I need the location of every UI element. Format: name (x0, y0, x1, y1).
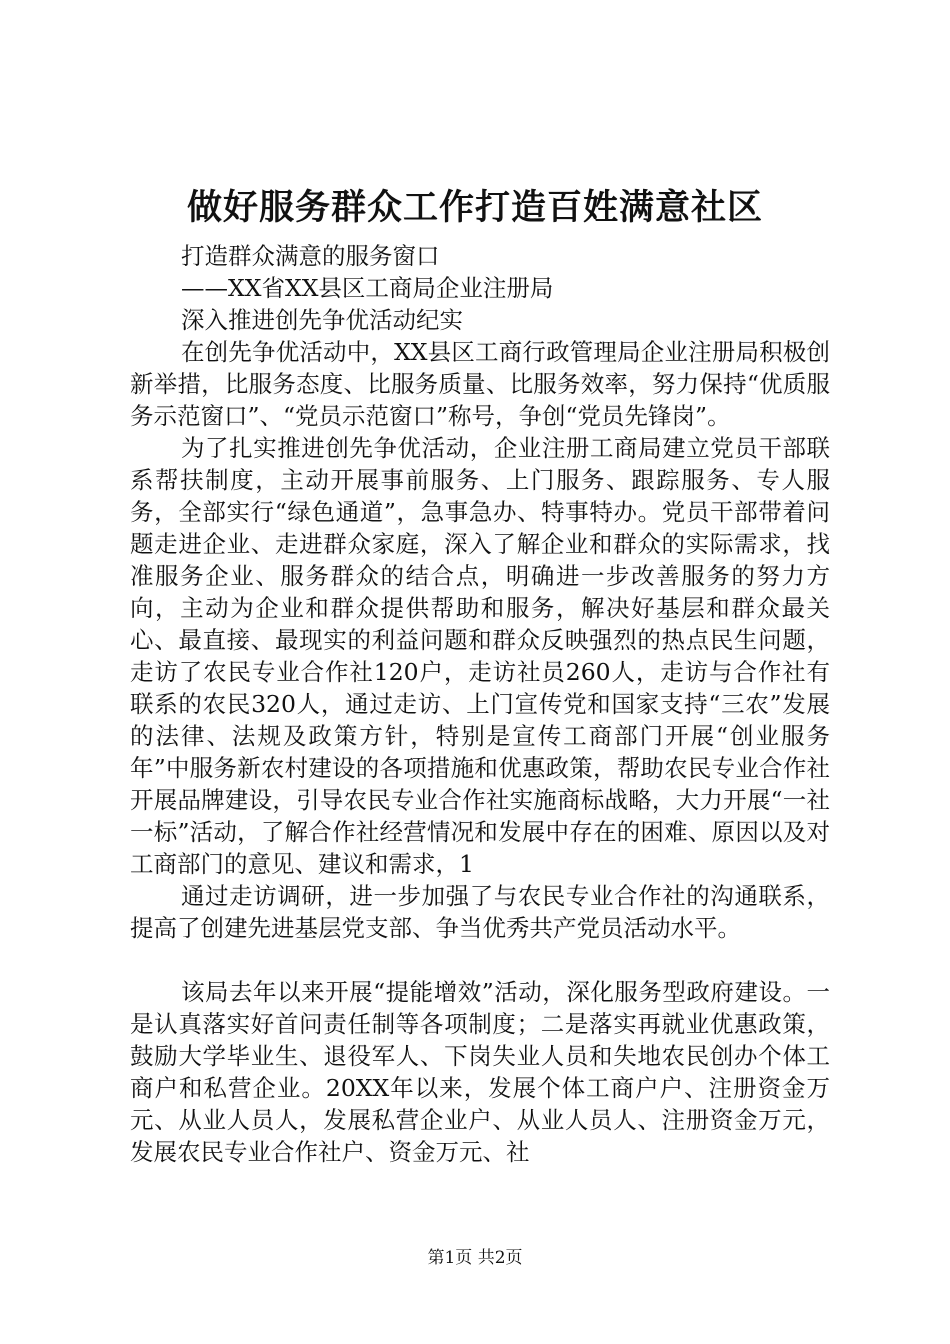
subtitle-line: 打造群众满意的服务窗口 (181, 242, 440, 270)
subtitle-line: 深入推进创先争优活动纪实 (181, 306, 463, 334)
body-paragraph: 通过走访调研，进一步加强了与农民专业合作社的沟通联系，提高了创建先进基层党支部、争当优秀共产党员活动水平。 (130, 882, 830, 942)
paragraph-gap (130, 944, 830, 976)
page-number-footer: 第1页 共2页 (427, 1248, 523, 1268)
subtitle-line: ——XX省XX县区工商局企业注册局 (181, 274, 554, 302)
body-paragraph: 该局去年以来开展“提能增效”活动，深化服务型政府建设。一是认真落实好首问责任制等各项制度；二是落实再就业优惠政策，鼓励大学毕业生、退役军人、下岗失业人员和失地农民创办个体工商户和私营企业。20XX年以来，发展个体工商户户、注册资金万元、从业人员人，发展私营企业户、从业人员人、注册资金万元，发展农民专业合作社户、资金万元、社 (130, 978, 830, 1166)
body-paragraph: 为了扎实推进创先争优活动，企业注册工商局建立党员干部联系帮扶制度，主动开展事前服务、上门服务、跟踪服务、专人服务，全部实行“绿色通道”，急事急办、特事特办。党员干部带着问题走进企业、走进群众家庭，深入了解企业和群众的实际需求，找准服务企业、服务群众的结合点，明确进一步改善服务的努力方向，主动为企业和群众提供帮助和服务，解决好基层和群众最关心、最直接、最现实的利益问题和群众反映强烈的热点民生问题，走访了农民专业合作社120户，走访社员260人，走访与合作社有联系的农民320人，通过走访、上门宣传党和国家支持“三农”发展的法律、法规及政策方针，特别是宣传工商部门开展“创业服务年”中服务新农村建设的各项措施和优惠政策，帮助农民专业合作社开展品牌建设，引导农民专业合作社实施商标战略，大力开展“一社一标”活动，了解合作社经营情况和发展中存在的困难、原因以及对工商部门的意见、建议和需求，1 (130, 434, 830, 878)
page-title: 做好服务群众工作打造百姓满意社区 (186, 187, 763, 228)
body-paragraph: 在创先争优活动中，XX县区工商行政管理局企业注册局积极创新举措，比服务态度、比服务质量、比服务效率，努力保持“优质服务示范窗口”、“党员示范窗口”称号，争创“党员先锋岗”。 (130, 338, 830, 430)
document-body (130, 240, 830, 1168)
